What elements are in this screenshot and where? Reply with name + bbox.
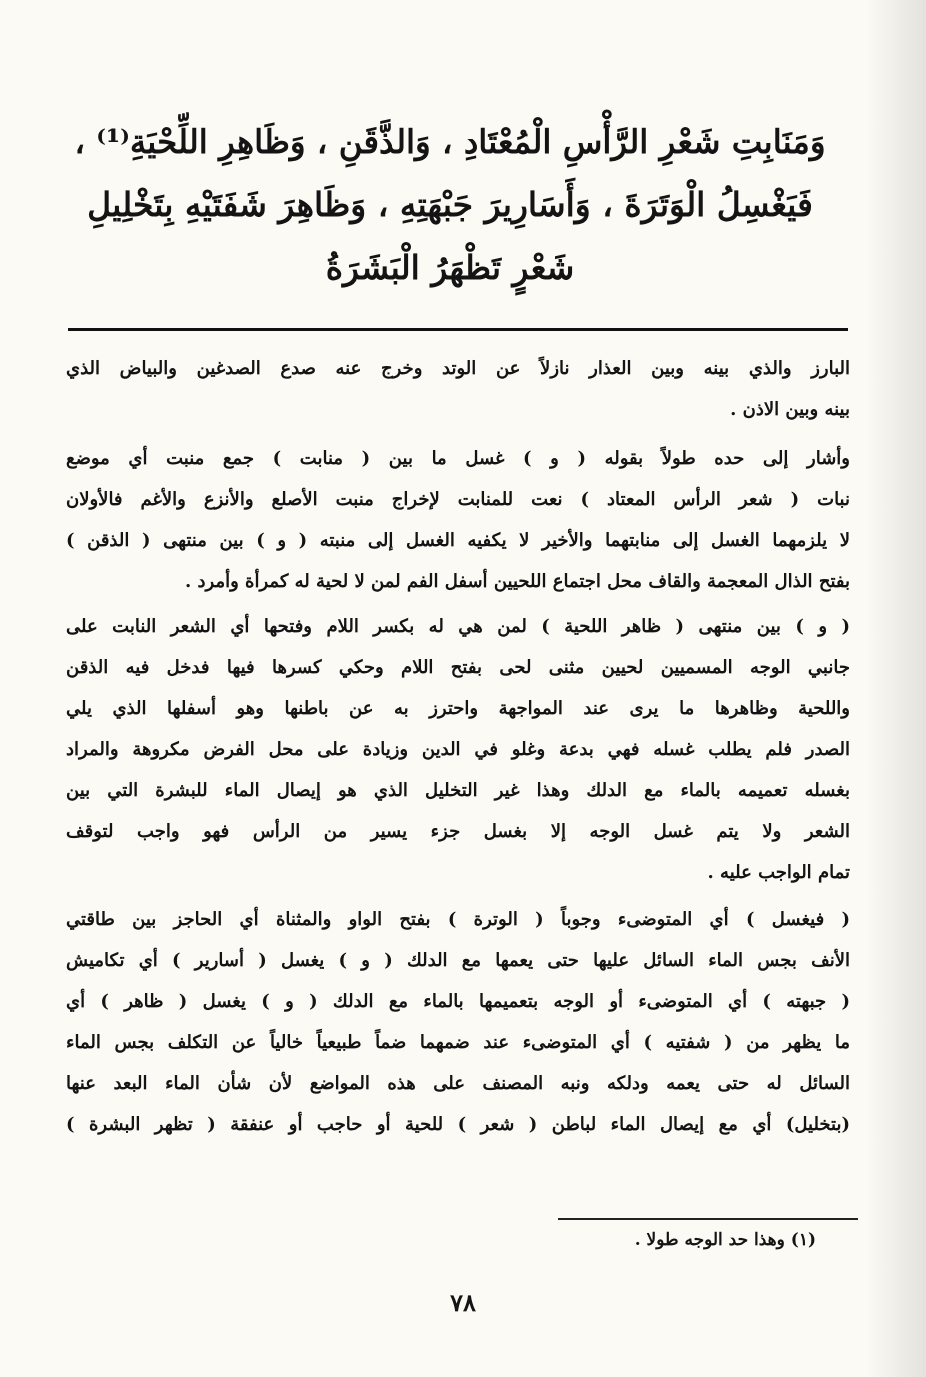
commentary-line: واللحية وظاهرها ما يرى عند المواجهة واحترز به عن باطنها وهو أسفلها الذي يلي bbox=[66, 698, 850, 719]
commentary-paragraph bbox=[66, 606, 850, 893]
commentary-line: الشعر ولا يتم غسل الوجه إلا بغسل جزء يسير من الرأس فهو واجب لتوقف bbox=[66, 821, 850, 842]
main-text-line: فَيَغْسِلُ الْوَتَرَةَ ، وَأَسَارِيرَ جَبْهَتِهِ ، وَظَاهِرَ شَفَتَيْهِ بِتَخْلِيلِ bbox=[87, 185, 813, 224]
main-text-line: شَعْرٍ تَظْهَرُ الْبَشَرَةُ bbox=[325, 248, 575, 287]
scan-edge-shadow bbox=[866, 0, 926, 1377]
page-number: ٧٨ bbox=[450, 1288, 476, 1317]
commentary-line: الأنف بجس الماء السائل عليها حتى يعمها مع الدلك ( و ) يغسل ( أسارير ) أي تكاميش bbox=[66, 950, 850, 971]
commentary-line: لا يلزمهما الغسل إلى منابتهما والأخير لا يكفيه الغسل إلى منبته ( و ) بين منتهى ( الذقن ) bbox=[66, 530, 850, 551]
commentary bbox=[66, 348, 850, 1145]
main-text-line: وَمَنَابِتِ شَعْرِ الرَّأْسِ الْمُعْتَادِ ، وَالذَّقَنِ ، وَظَاهِرِ اللِّحْيَةِ⁽¹⁾ ، bbox=[74, 122, 826, 161]
commentary-line: ( جبهته ) أي المتوضىء أو الوجه بتعميمها بالماء مع الدلك ( و ) يغسل ( ظاهر ) أي bbox=[66, 991, 850, 1012]
commentary-line: جانبي الوجه المسميين لحيين مثنى لحى بفتح اللام وحكي كسرها فيها فدخل فيه الذقن bbox=[66, 657, 850, 678]
commentary-paragraph bbox=[66, 899, 850, 1145]
commentary-line: وأشار إلى حده طولاً بقوله ( و ) غسل ما بين ( منابت ) جمع منبت أي موضع bbox=[66, 448, 850, 469]
footnote-divider bbox=[558, 1218, 858, 1220]
commentary-line: (بتخليل) أي مع إيصال الماء لباطن ( شعر ) للحية أو حاجب أو عنفقة ( تظهر البشرة ) bbox=[66, 1114, 850, 1135]
footnote: (١) وهذا حد الوجه طولا . bbox=[634, 1230, 816, 1250]
commentary-line: ( و ) بين منتهى ( ظاهر اللحية ) لمن هي له بكسر اللام وفتحها أي الشعر النابت على bbox=[66, 616, 850, 637]
commentary-line: بفتح الذال المعجمة والقاف محل اجتماع اللحيين أسفل الفم لمن لا لحية له كمرأة وأمرد . bbox=[184, 571, 850, 592]
commentary-line: ( فيغسل ) أي المتوضىء وجوباً ( الوترة ) بفتح الواو والمثناة أي الحاجز بين طاقتي bbox=[66, 909, 850, 930]
commentary-line: البارز والذي بينه وبين العذار نازلاً عن الوتد وخرج عنه صدع الصدغين والبياض الذي bbox=[66, 358, 850, 379]
commentary-line: السائل له حتى يعمه ودلكه ونبه المصنف على هذه المواضع لأن شأن الماء البعد عنها bbox=[66, 1073, 850, 1094]
commentary-line: تمام الواجب عليه . bbox=[707, 862, 850, 883]
commentary-line: بغسله تعميمه بالماء مع الدلك وهذا غير التخليل الذي هو إيصال الماء للبشرة التي بين bbox=[66, 780, 850, 801]
main-text bbox=[70, 110, 830, 299]
commentary-paragraph bbox=[66, 348, 850, 430]
commentary-paragraph bbox=[66, 438, 850, 602]
commentary-line: الصدر فلم يطلب غسله فهي بدعة وغلو في الدين وزيادة على محل الفرض مكروهة والمراد bbox=[66, 739, 850, 760]
commentary-line: ما يظهر من ( شفتيه ) أي المتوضىء عند ضمهما ضماً طبيعياً خالياً عن التكلف بجس الماء bbox=[66, 1032, 850, 1053]
commentary-line: نبات ( شعر الرأس المعتاد ) نعت للمنابت لإخراج منبت الأصلع والأنزع والأغم فالأولان bbox=[66, 489, 850, 510]
main-text-divider bbox=[68, 328, 848, 331]
commentary-line: بينه وبين الاذن . bbox=[730, 399, 850, 420]
